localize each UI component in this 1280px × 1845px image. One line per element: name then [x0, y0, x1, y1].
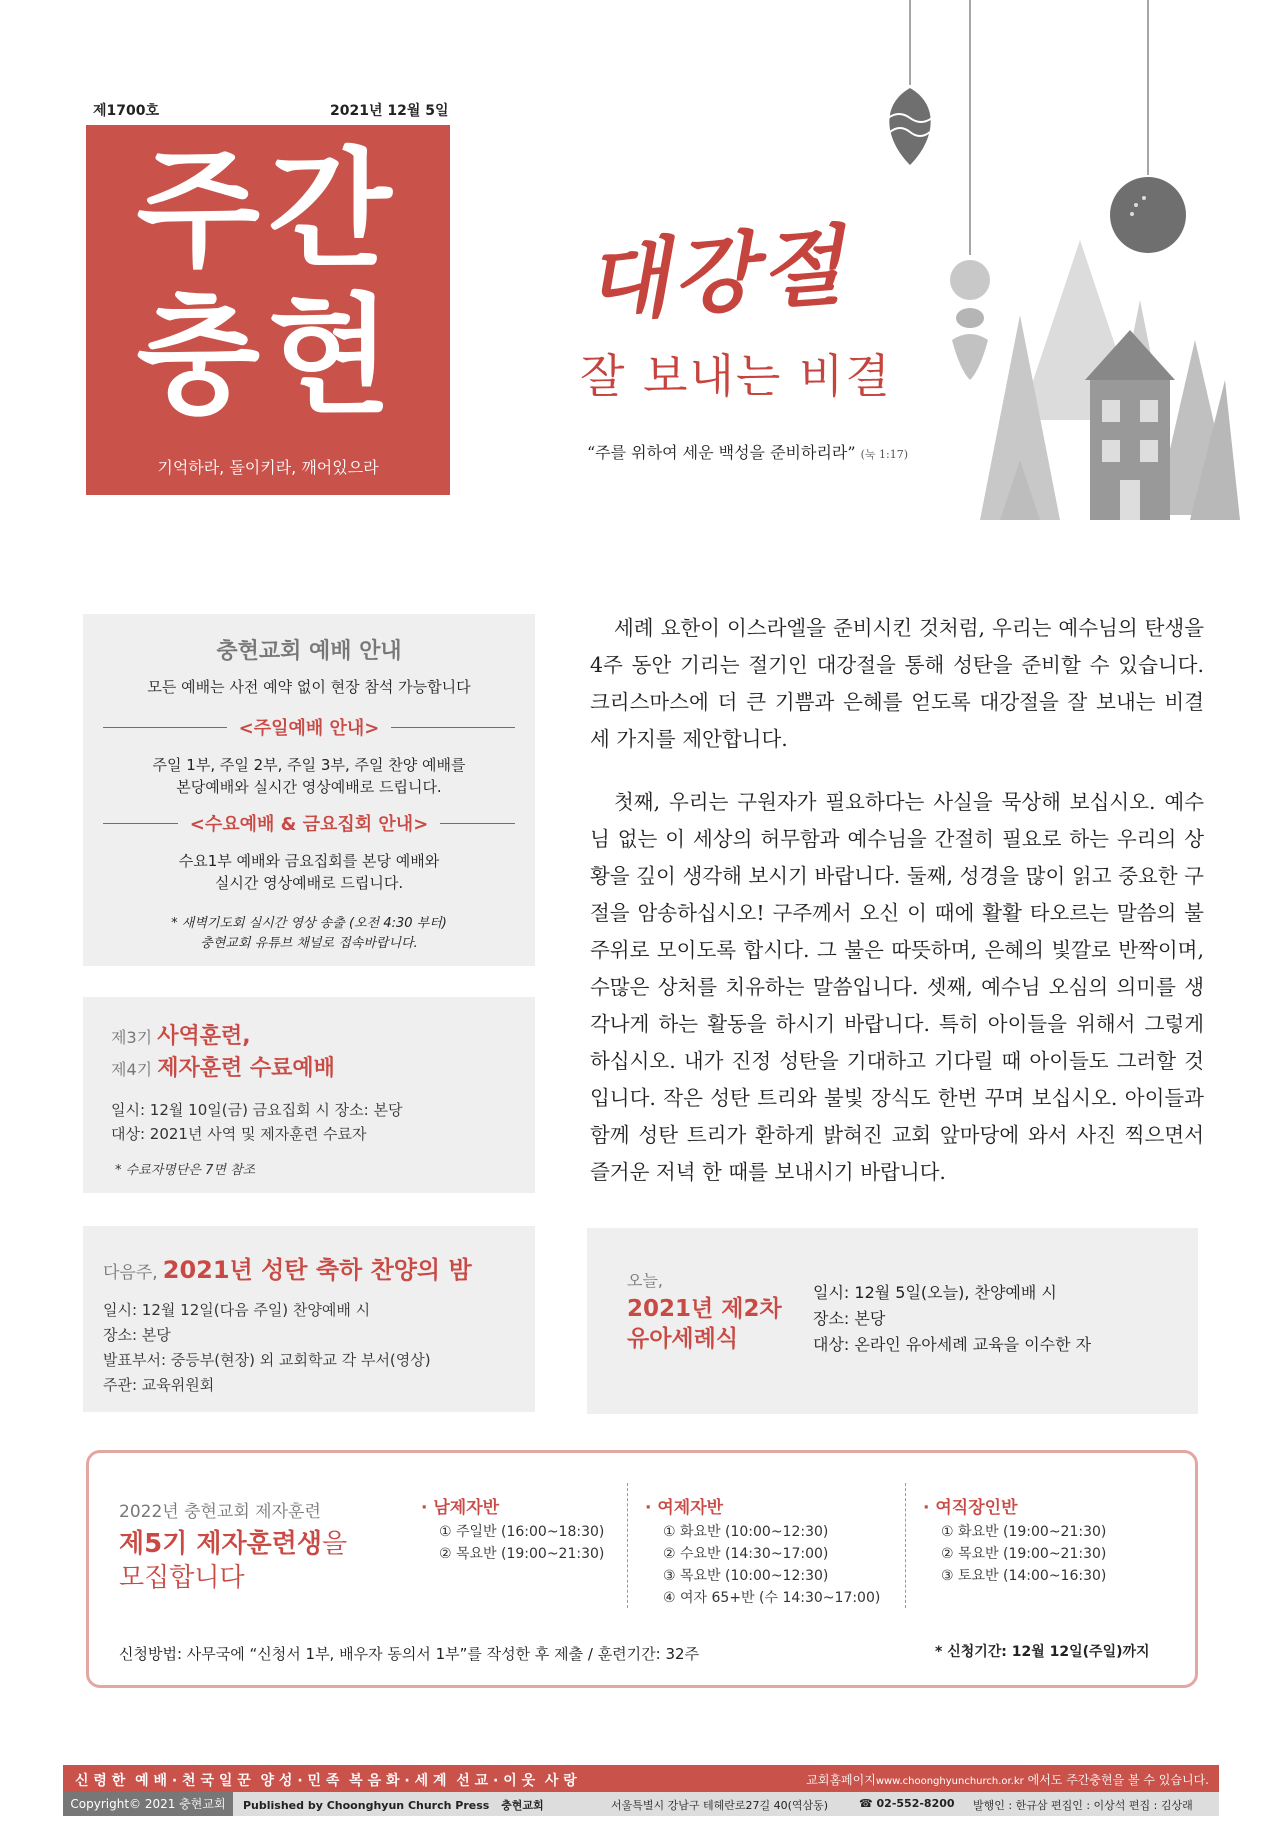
homepage-link[interactable]: www.choonghyunchurch.or.kr: [875, 1776, 1024, 1787]
dawn-prayer-note-2: 충현교회 유튜브 채널로 접속바랍니다.: [200, 936, 418, 951]
quote-text: “주를 위하여 세운 백성을 준비하리라”: [587, 443, 856, 462]
footer-phone: ☎ 02-552-8200: [859, 1797, 955, 1810]
sunday-line-2: 본당예배와 실시간 영상예배로 드립니다.: [176, 778, 442, 796]
concert-details: 일시: 12월 12일(다음 주일) 찬양예배 시 장소: 본당 발표부서: 중등부(현장) 외 교회학교 각 부서(영상) 주관: 교육위원회: [103, 1301, 431, 1394]
logo-line-1: 주간: [136, 136, 400, 285]
footer-copyright: Copyright© 2021 충현교회: [63, 1792, 233, 1816]
footer-slogan: 신 령 한 예 배 · 천 국 일 꾼 양 성 · 민 족 복 음 화 · 세 계 선 교 · 이 웃 사 랑: [75, 1773, 577, 1789]
infant-baptism-box: [587, 1228, 1198, 1414]
concert-heading: 다음주, 2021년 성탄 축하 찬양의 밤: [103, 1256, 472, 1284]
baptism-details: 일시: 12월 5일(오늘), 찬양예배 시 장소: 본당 대상: 온라인 유아세례 교육을 이수한 자: [813, 1283, 1092, 1354]
advent-quote: [587, 440, 908, 463]
ornament-top-icon: [888, 88, 932, 165]
footer-homepage: 교회홈페이지www.choonghyunchurch.or.kr 에서도 주간충현을 볼 수 있습니다.: [806, 1773, 1209, 1787]
women-class-item-3: ③ 목요반 (10:00~12:30): [663, 1568, 829, 1584]
recruit-label: 2022년 충현교회 제자훈련: [119, 1502, 321, 1522]
men-class-item-1: ① 주일반 (16:00~18:30): [439, 1524, 605, 1540]
training-schedule: 일시: 12월 10일(금) 금요집회 시 장소: 본당: [111, 1101, 403, 1119]
christmas-concert-box: [83, 1226, 535, 1412]
footer-people: 발행인 : 한규삼 편집인 : 이상석 편집 : 김상래: [973, 1799, 1193, 1812]
baptism-label: 오늘,: [627, 1271, 663, 1290]
masthead-logo: [86, 125, 450, 495]
wednesday-line-1: 수요1부 예배와 금요집회를 본당 예배와: [178, 852, 440, 870]
advent-subtitle: 잘 보내는 비결: [580, 349, 892, 403]
article-paragraph-1: 세례 요한이 이스라엘을 준비시킨 것처럼, 우리는 예수님의 탄생을 4주 동안 기리는 절기인 대강절을 통해 성탄을 준비할 수 있습니다. 크리스마스에 더 큰 기쁨과 은혜를 얻도록 대강절을 잘 보내는 비결 세 가지를 제안합니다.: [590, 616, 1204, 751]
men-class-title: · 남제자반: [421, 1498, 500, 1518]
logo-motto: 기억하라, 돌이키라, 깨어있으라: [157, 458, 379, 477]
training-heading-1: 제3기 사역훈련,: [111, 1024, 251, 1049]
advent-article: [590, 610, 1204, 1217]
footer-info-bar: [63, 1792, 1219, 1816]
recruit-deadline: * 신청기간: 12월 12일(주일)까지: [935, 1644, 1150, 1660]
footer-published: Published by Choonghyun Church Press 충현교회: [243, 1799, 544, 1812]
training-heading-2: 제4기 제자훈련 수료예배: [111, 1056, 335, 1081]
working-class-item-2: ② 목요반 (19:00~21:30): [941, 1546, 1107, 1562]
women-class-item-2: ② 수요반 (14:30~17:00): [663, 1546, 829, 1562]
dawn-prayer-note-1: * 새벽기도회 실시간 영상 송출 (오전 4:30 부터): [171, 916, 447, 931]
article-paragraph-2: 첫째, 우리는 구원자가 필요하다는 사실을 묵상해 보십시오. 예수님 없는 이 세상의 허무함과 예수님을 간절히 필요로 하는 우리의 상황을 깊이 생각해 보시기 바랍니다. 둘째, 성경을 많이 읽고 중요한 구절을 암송하십시오! 구주께서 오신 이 때에 활활 타오르는 말씀의 불 주위로 모이도록 합시다. 그 불은 따뜻하며, 은혜의 빛깔로 반짝이며, 수많은 상처를 치유하는 말씀입니다. 셋째, 예수님 오심의 의미를 생각나게 하는 활동을 하시기 바랍니다. 특히 아이들을 위해서 그렇게 하십시오. 내가 진정 성탄을 기대하고 기다릴 때 아이들도 그러할 것입니다. 작은 성탄 트리와 불빛 장식도 한번 꾸며 보십시오. 아이들과 함께 성탄 트리가 환하게 밝혀진 교회 앞마당에 와서 사진 찍으면서 즐거운 저녁 한 때를 보내시기 바랍니다.: [590, 790, 1204, 1184]
training-note: * 수료자명단은 7면 참조: [115, 1163, 256, 1178]
women-class-item-1: ① 화요반 (10:00~12:30): [663, 1524, 829, 1540]
sunday-heading: <주일예배 안내>: [103, 714, 515, 740]
sunday-line-1: 주일 1부, 주일 2부, 주일 3부, 주일 찬양 예배를: [152, 756, 466, 774]
recruit-method: 신청방법: 사무국에 “신청서 1부, 배우자 동의서 1부”를 작성한 후 제출 / 훈련기간: 32주: [119, 1645, 700, 1663]
recruit-title: 제5기 제자훈련생을: [119, 1529, 348, 1559]
footer-address: 서울특별시 강남구 테헤란로27길 40(역삼동): [611, 1799, 829, 1812]
recruit-title-2: 모집합니다: [119, 1563, 245, 1593]
issue-number: 제1700호: [93, 103, 160, 119]
discipleship-recruit-box: [86, 1450, 1198, 1688]
ornament-drop-icon: [950, 260, 990, 380]
quote-reference: (눅 1:17): [860, 448, 909, 461]
wednesday-heading: <수요예배 & 금요집회 안내>: [103, 810, 515, 836]
women-class-title: · 여제자반: [645, 1498, 724, 1518]
training-ceremony-box: [83, 997, 535, 1193]
worship-title: 충현교회 예배 안내: [216, 639, 402, 664]
baptism-title: 2021년 제2차 유아세례식: [627, 1296, 782, 1352]
logo-line-2: 충현: [136, 282, 400, 431]
men-class-item-2: ② 목요반 (19:00~21:30): [439, 1546, 605, 1562]
training-target: 대상: 2021년 사역 및 제자훈련 수료자: [111, 1125, 367, 1143]
footer-slogan-bar: [63, 1765, 1219, 1792]
advent-title: 대강절: [582, 214, 850, 334]
working-class-item-1: ① 화요반 (19:00~21:30): [941, 1524, 1107, 1540]
wednesday-line-2: 실시간 영상예배로 드립니다.: [214, 874, 404, 892]
working-class-item-3: ③ 토요반 (14:00~16:30): [941, 1568, 1107, 1584]
worship-info-box: [83, 614, 535, 966]
women-class-item-4: ④ 여자 65+반 (수 14:30~17:00): [663, 1590, 881, 1606]
issue-date: 2021년 12월 5일: [330, 103, 449, 119]
ornament-ball-icon: [1110, 177, 1186, 253]
worship-notice: 모든 예배는 사전 예약 없이 현장 참석 가능합니다: [147, 678, 471, 696]
working-women-class-title: · 여직장인반: [923, 1498, 1018, 1518]
